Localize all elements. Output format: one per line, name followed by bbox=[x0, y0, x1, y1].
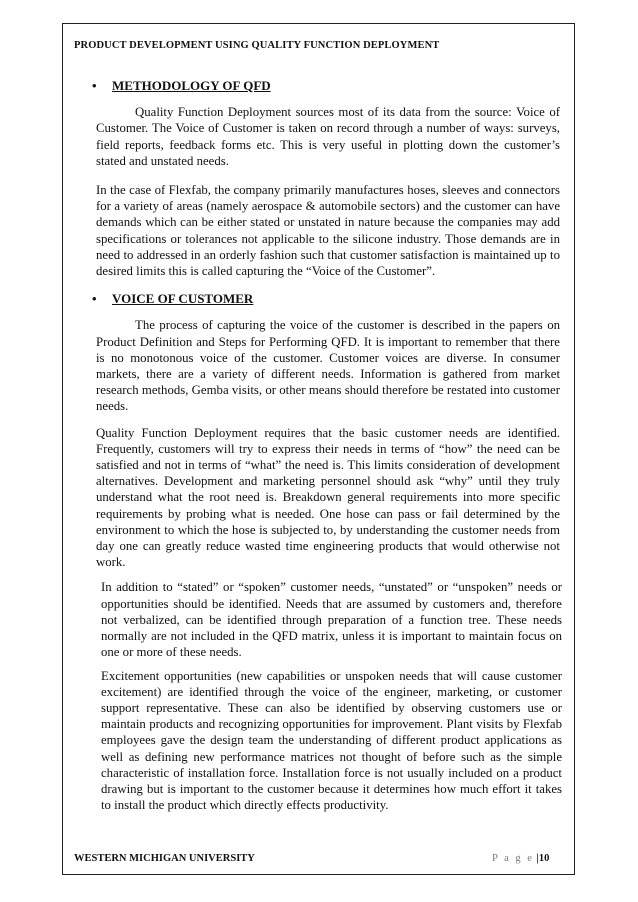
bullet-icon: • bbox=[92, 78, 97, 93]
footer-page-number bbox=[492, 853, 549, 864]
paragraph: The process of capturing the voice of the customer is described in the papers on Product Definition and Steps for Performing QFD. It is important to remember that there is no monotonous voice of the customer. Customer voices are diverse. In consumer markets, there are a variety of different needs. Information is gathered from market research methods, Gemba visits, or other means should therefore be restated into customer needs. bbox=[96, 318, 560, 414]
paragraph: Quality Function Deployment requires that the basic customer needs are identified. Frequently, customers will try to express their needs in terms of “how” the need can be satisfied and not in terms of “what” the need is. This limits consideration of development alternatives. Development and marketing personnel should ask “why” until they truly understand what the root need is. Breakdown general requirements into more specific requirements by probing what is needed. One hose can pass or fail determined by the environment to which the hose is subjected to, by understanding the customer needs from day one can greatly reduce wasted time engineering products that would otherwise not work. bbox=[96, 425, 560, 570]
running-header: PRODUCT DEVELOPMENT USING QUALITY FUNCTION DEPLOYMENT bbox=[74, 40, 440, 51]
paragraph: In addition to “stated” or “spoken” customer needs, “unstated” or “unspoken” needs or opportunities should be identified. Needs that are assumed by customers and, therefore not verbalized, can be identified through preparation of a function tree. These needs normally are not included in the QFD matrix, unless it is important to maintain focus on one or more of these needs. bbox=[101, 580, 562, 660]
bullet-icon: • bbox=[92, 291, 97, 307]
section-heading-methodology: • METHODOLOGY OF QFD bbox=[92, 78, 271, 93]
paragraph: In the case of Flexfab, the company primarily manufactures hoses, sleeves and connectors for a variety of areas (namely aerospace & automobile sectors) and the customer can have demands which can be either stated or unstated in nature because the companies may add specifications or tolerances not applicable to the silicone industry. Those demands are in need to addressed in an orderly fashion such that customer satisfaction is maintained up to desired limits this is called capturing the “Voice of the Customer”. bbox=[96, 183, 560, 279]
page-label: P a g e bbox=[492, 853, 534, 864]
footer-institution: WESTERN MICHIGAN UNIVERSITY bbox=[74, 853, 255, 864]
page-body bbox=[92, 74, 562, 813]
section-heading-voice-of-customer: • VOICE OF CUSTOMER bbox=[92, 291, 254, 307]
page-separator: | bbox=[536, 853, 539, 864]
paragraph: Quality Function Deployment sources most of its data from the source: Voice of Customer. The Voice of Customer is taken on record through a number of ways: surveys, field reports, feedback forms etc. This is very useful in plotting down the customer’s stated and unstated needs. bbox=[96, 105, 560, 168]
paragraph: Excitement opportunities (new capabilities or unspoken needs that will cause customer excitement) are identified through the voice of the engineer, marketing, or customer support representative. These can also be identified by observing customers use or maintain products and recognizing opportunities for improvement. Plant visits by Flexfab employees gave the design team the understanding of different product applications as well as defining new performance matrices not thought of before such as the simple characteristic of installation force. Installation force is not usually included on a product drawing but is important to the customer because it determines how much effort it takes to install the product which directly effects productivity. bbox=[101, 668, 562, 813]
page-number: 10 bbox=[538, 853, 550, 864]
